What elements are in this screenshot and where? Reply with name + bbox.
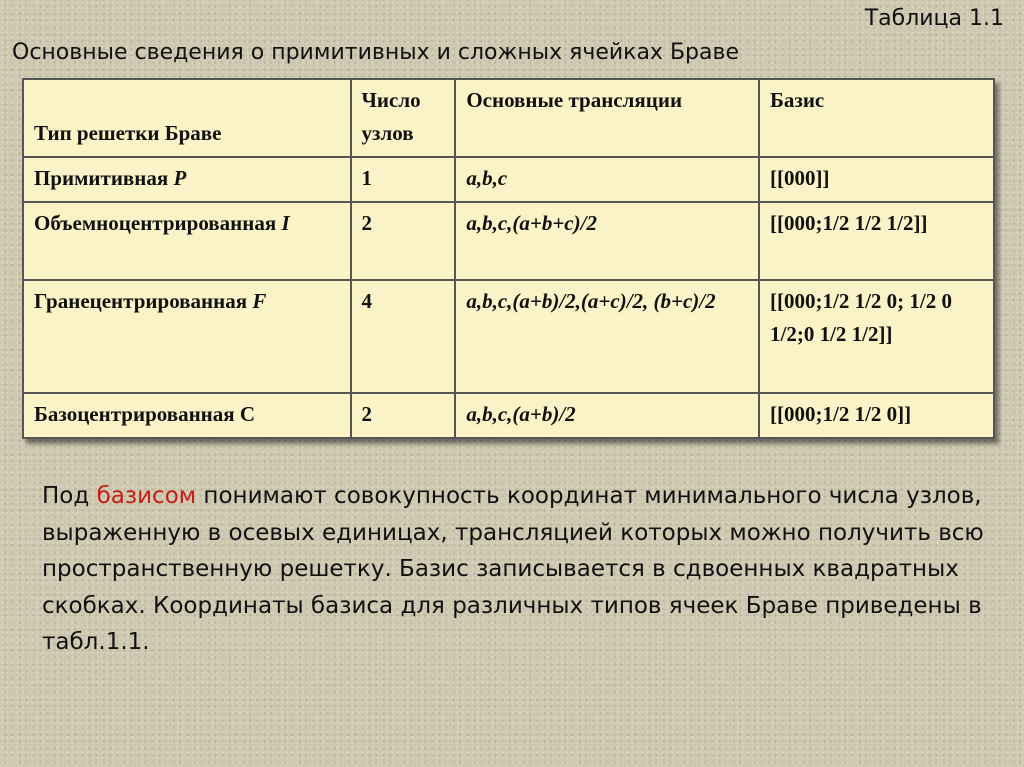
basis-cell: [[000]] bbox=[759, 157, 994, 202]
basis-term-highlight: базисом bbox=[96, 483, 197, 509]
basis-definition-note bbox=[42, 478, 1002, 661]
translations-cell: a,b,c bbox=[455, 157, 759, 202]
table-row bbox=[23, 202, 994, 280]
lattice-type-name: Базоцентрированная С bbox=[34, 402, 256, 426]
translations-cell: a,b,c,(a+b)/2,(a+c)/2, (b+c)/2 bbox=[455, 280, 759, 393]
lattice-type-cell bbox=[23, 393, 351, 438]
header-lattice-type: Тип решетки Браве bbox=[23, 79, 351, 157]
lattice-type-letter: I bbox=[281, 211, 290, 235]
table-header-row bbox=[23, 79, 994, 157]
header-translations: Основные трансляции bbox=[455, 79, 759, 157]
bravais-lattice-table bbox=[22, 78, 995, 439]
translations-cell: a,b,c,(a+b)/2 bbox=[455, 393, 759, 438]
table-row bbox=[23, 280, 994, 393]
table-number-label: Таблица 1.1 bbox=[864, 6, 1004, 31]
node-count-cell: 2 bbox=[351, 393, 456, 438]
node-count-cell: 1 bbox=[351, 157, 456, 202]
node-count-cell: 2 bbox=[351, 202, 456, 280]
lattice-type-cell bbox=[23, 280, 351, 393]
note-text-rest: понимают совокупность координат минимального числа узлов, выраженную в осевых единицах, трансляцией которых можно получить всю пространственную решетку. Базис записывается в сдвоенных квадратных скобках. Координаты базиса для различных типов ячеек Браве приведены в табл.1.1. bbox=[42, 483, 984, 655]
header-basis: Базис bbox=[759, 79, 994, 157]
lattice-type-name: Гранецентрированная bbox=[34, 289, 253, 313]
basis-cell: [[000;1/2 1/2 0; 1/2 0 1/2;0 1/2 1/2]] bbox=[759, 280, 994, 393]
lattice-type-name: Примитивная bbox=[34, 166, 174, 190]
lattice-type-cell bbox=[23, 202, 351, 280]
table-row bbox=[23, 393, 994, 438]
slide-title: Основные сведения о примитивных и сложных ячейках Браве bbox=[12, 40, 739, 65]
table-row bbox=[23, 157, 994, 202]
translations-cell: a,b,c,(a+b+c)/2 bbox=[455, 202, 759, 280]
lattice-type-letter: P bbox=[173, 166, 187, 190]
header-node-count: Число узлов bbox=[351, 79, 456, 157]
basis-cell: [[000;1/2 1/2 0]] bbox=[759, 393, 994, 438]
note-text-start: Под bbox=[42, 483, 97, 509]
lattice-type-letter: F bbox=[252, 289, 267, 313]
lattice-type-cell bbox=[23, 157, 351, 202]
node-count-cell: 4 bbox=[351, 280, 456, 393]
basis-cell: [[000;1/2 1/2 1/2]] bbox=[759, 202, 994, 280]
lattice-type-name: Объемноцентрированная bbox=[34, 211, 282, 235]
